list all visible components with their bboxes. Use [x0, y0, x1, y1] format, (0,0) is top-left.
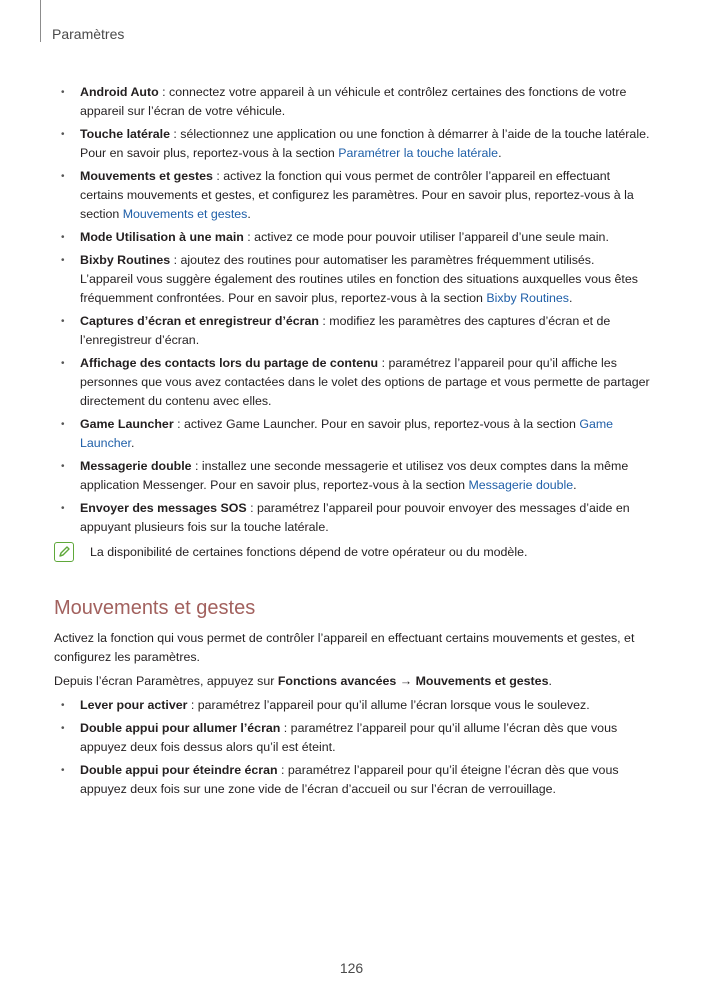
item-term: Touche latérale — [80, 127, 170, 141]
item-description: : connectez votre appareil à un véhicule et contrôlez certaines des fonctions de votre appareil sur l’écran de votre véhicule. — [80, 85, 627, 118]
item-description: . — [247, 207, 251, 221]
item-term: Captures d’écran et enregistreur d’écran — [80, 314, 319, 328]
item-description: : paramétrez l’appareil pour pouvoir envoyer des messages d’aide en appuyant plusieurs fois sur la touche latérale. — [80, 501, 630, 534]
item-term: Affichage des contacts lors du partage de contenu — [80, 356, 379, 370]
item-description: . — [498, 146, 502, 160]
item-description: : paramétrez l’appareil pour qu’il allume l’écran dès que vous appuyez deux fois dessus alors qu’il est éteint. — [80, 721, 618, 754]
section-link[interactable]: Paramétrer la touche latérale — [338, 146, 499, 160]
list-item — [54, 696, 650, 715]
header-divider — [40, 0, 41, 42]
item-term: Double appui pour éteindre écran — [80, 763, 278, 777]
note-pencil-icon — [54, 542, 74, 562]
list-item — [54, 83, 650, 121]
item-term: Mode Utilisation à une main — [80, 230, 244, 244]
list-item — [54, 761, 650, 799]
settings-bullet-list — [54, 83, 650, 537]
item-term: Game Launcher — [80, 417, 174, 431]
item-description: : sélectionnez une application ou une fonction à démarrer à l’aide de la touche latérale. Pour en savoir plus, reportez-vous à la section — [80, 127, 650, 160]
path-first: Fonctions avancées — [277, 674, 397, 688]
item-description: : modifiez les paramètres des captures d’écran et de l’enregistreur d’écran. — [80, 314, 611, 347]
item-description: : paramétrez l’appareil pour qu’il éteigne l’écran dès que vous appuyez deux fois sur une zone vide de l’écran d’accueil ou sur l’écran de verrouillage. — [80, 763, 619, 796]
section-path — [54, 672, 650, 691]
item-description: : activez la fonction qui vous permet de contrôler l’appareil en effectuant certains mouvements et gestes, et configurez les paramètres. Pour en savoir plus, reportez-vous à la section — [80, 169, 634, 221]
item-term: Mouvements et gestes — [80, 169, 213, 183]
item-description: : installez une seconde messagerie et utilisez vos deux comptes dans la même application Messenger. Pour en savoir plus, reportez-vous à la section — [80, 459, 629, 492]
list-item — [54, 312, 650, 350]
item-term: Envoyer des messages SOS — [80, 501, 247, 515]
section-link[interactable]: Messagerie double — [468, 478, 574, 492]
page-content — [54, 83, 650, 803]
item-description: : paramétrez l’appareil pour qu’il affiche les personnes que vous avez contactées dans le volet des options de partage et vous permette de partager directement du contenu avec elles. — [80, 356, 650, 408]
list-item — [54, 354, 650, 411]
section-link[interactable]: Mouvements et gestes — [122, 207, 248, 221]
list-item — [54, 499, 650, 537]
item-description: : activez ce mode pour pouvoir utiliser l’appareil d’une seule main. — [243, 230, 609, 244]
path-suffix: . — [548, 674, 552, 688]
item-term: Messagerie double — [80, 459, 192, 473]
path-second: Mouvements et gestes — [415, 674, 549, 688]
list-item — [54, 125, 650, 163]
list-item — [54, 719, 650, 757]
list-item — [54, 251, 650, 308]
section-title: Mouvements et gestes — [54, 597, 256, 619]
page-number: 126 — [339, 960, 364, 976]
section-link[interactable]: Bixby Routines — [486, 291, 570, 305]
item-term: Bixby Routines — [80, 253, 171, 267]
note-text: La disponibilité de certaines fonctions dépend de votre opérateur ou du modèle. — [90, 545, 528, 559]
item-description: : activez Game Launcher. Pour en savoir plus, reportez-vous à la section — [173, 417, 580, 431]
section-intro: Activez la fonction qui vous permet de contrôler l’appareil en effectuant certains mouvements et gestes, et configurez les paramètres. — [54, 631, 635, 664]
path-arrow: → — [396, 674, 416, 688]
note-block — [54, 543, 650, 565]
gesture-bullet-list — [54, 696, 650, 799]
list-item — [54, 167, 650, 224]
item-description: . — [569, 291, 573, 305]
item-description: . — [573, 478, 577, 492]
item-description: : ajoutez des routines pour automatiser les paramètres fréquemment utilisés. L’appareil vous suggère également des routines utiles en fonction des situations auxquelles vous êtes fréquemment confrontées. Pour en savoir plus, reportez-vous à la section — [80, 253, 638, 305]
list-item — [54, 415, 650, 453]
item-term: Android Auto — [80, 85, 159, 99]
list-item — [54, 457, 650, 495]
page-header-title: Paramètres — [52, 26, 125, 42]
path-prefix: Depuis l’écran Paramètres, appuyez sur — [54, 674, 278, 688]
section-link[interactable]: Game Launcher — [80, 417, 614, 450]
item-term: Lever pour activer — [80, 698, 188, 712]
item-description: . — [130, 436, 135, 450]
item-description: : paramétrez l’appareil pour qu’il allume l’écran lorsque vous le soulevez. — [187, 698, 590, 712]
item-term: Double appui pour allumer l’écran — [80, 721, 281, 735]
list-item — [54, 228, 650, 247]
